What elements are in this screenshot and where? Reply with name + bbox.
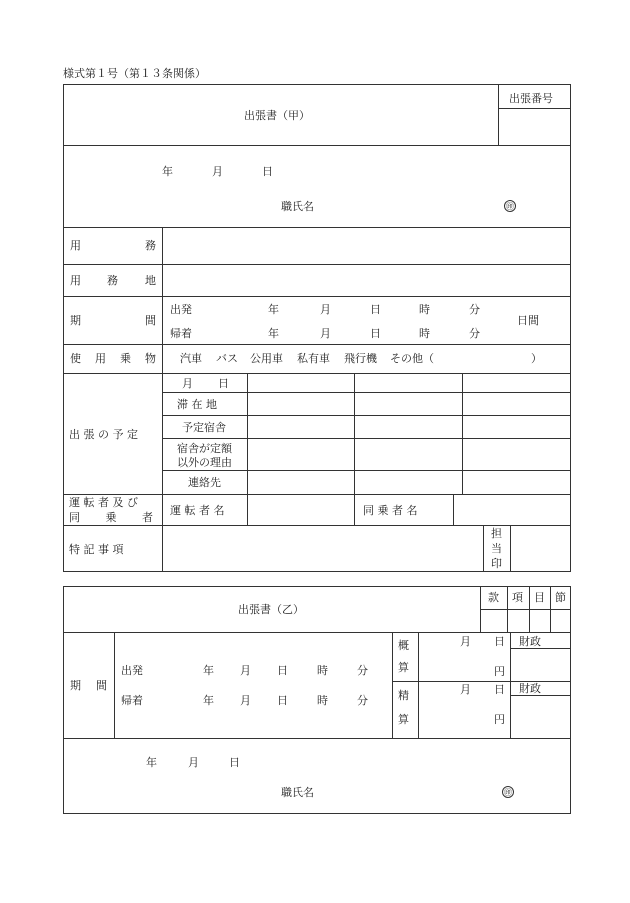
otsu-dep-month: 月: [240, 664, 251, 677]
settle-day: 日: [494, 683, 505, 696]
ko-ret-month: 月: [320, 327, 331, 340]
ko-date-day: 日: [262, 165, 273, 178]
otsu-depart-label: 出発: [121, 664, 143, 677]
estimate-char-2: 算: [398, 661, 409, 674]
remarks-label: 特 記 事 項: [69, 543, 124, 556]
estimate-day: 日: [494, 635, 505, 648]
ko-period-char-1: 期: [70, 314, 81, 327]
purpose-char-2: 務: [145, 239, 156, 252]
otsu-ret-day: 日: [277, 694, 288, 707]
ko-dep-month: 月: [320, 303, 331, 316]
estimate-month: 月: [460, 635, 471, 648]
schedule-stay-place: 滞 在 地: [177, 398, 217, 411]
place-char-2: 務: [107, 274, 118, 287]
vehicle-bus: バス: [216, 352, 238, 365]
vehicle-other-close: ）: [531, 352, 542, 365]
otsu-dep-hour: 時: [317, 664, 328, 677]
purpose-char-1: 用: [70, 239, 81, 252]
estimate-char-1: 概: [398, 639, 409, 652]
otsu-return-label: 帰着: [121, 694, 143, 707]
ko-number-label: 出張番号: [509, 92, 553, 105]
place-char-3: 地: [145, 274, 156, 287]
place-char-1: 用: [70, 274, 81, 287]
form-reference: 様式第１号（第１３条関係）: [63, 67, 206, 80]
ko-ret-minute: 分: [469, 327, 480, 340]
seal-char-3: 印: [491, 557, 502, 570]
ko-date-month: 月: [212, 165, 223, 178]
otsu-ret-minute: 分: [357, 694, 368, 707]
seal-char-1: 担: [491, 527, 502, 540]
otsu-date-year: 年: [146, 756, 157, 769]
vehicle-other: その他（: [390, 352, 434, 365]
schedule-reason-1: 宿舎が定額: [177, 442, 232, 455]
ko-title: 出張書（甲）: [244, 109, 310, 122]
vehicle-char-3: 乗: [120, 352, 131, 365]
schedule-lodging: 予定宿舎: [182, 421, 226, 434]
budget-setsu: 節: [555, 591, 566, 604]
vehicle-char-4: 物: [145, 352, 156, 365]
ko-ret-year: 年: [268, 327, 279, 340]
otsu-seal-icon: ㊞: [504, 788, 512, 797]
ko-ret-hour: 時: [419, 327, 430, 340]
ko-depart-label: 出発: [170, 303, 192, 316]
otsu-name-label: 職氏名: [281, 786, 314, 799]
ko-dep-minute: 分: [469, 303, 480, 316]
ko-name-label: 職氏名: [281, 200, 314, 213]
schedule-contact: 連絡先: [188, 476, 221, 489]
estimate-finance: 財政: [519, 635, 541, 648]
schedule-reason-2: 以外の理由: [177, 456, 232, 469]
budget-moku: 目: [534, 591, 545, 604]
ko-period-char-2: 間: [145, 314, 156, 327]
ko-dep-hour: 時: [419, 303, 430, 316]
budget-kou: 項: [512, 591, 523, 604]
otsu-title: 出張書（乙）: [238, 603, 304, 616]
vehicle-official-car: 公用車: [250, 352, 283, 365]
driver-label-1: 運 転 者 及 び: [69, 496, 138, 509]
otsu-ret-hour: 時: [317, 694, 328, 707]
settle-yen: 円: [494, 713, 505, 726]
budget-kan: 款: [488, 591, 499, 604]
settle-char-1: 精: [398, 689, 409, 702]
schedule-day: 日: [218, 377, 229, 390]
otsu-period-char-1: 期: [70, 679, 81, 692]
otsu-dep-minute: 分: [357, 664, 368, 677]
otsu-date-month: 月: [188, 756, 199, 769]
estimate-yen: 円: [494, 665, 505, 678]
otsu-ret-month: 月: [240, 694, 251, 707]
otsu-dep-year: 年: [203, 664, 214, 677]
vehicle-airplane: 飛行機: [344, 352, 377, 365]
passenger-name-label: 同 乗 者 名: [363, 504, 418, 517]
ko-date-year: 年: [162, 165, 173, 178]
vehicle-char-1: 使: [70, 352, 81, 365]
days-label: 日間: [517, 314, 539, 327]
settle-char-2: 算: [398, 713, 409, 726]
ko-return-label: 帰着: [170, 327, 192, 340]
vehicle-train: 汽車: [180, 352, 202, 365]
settle-finance: 財政: [519, 682, 541, 695]
seal-char-2: 当: [491, 542, 502, 555]
otsu-dep-day: 日: [277, 664, 288, 677]
ko-seal-icon: ㊞: [506, 202, 514, 211]
vehicle-private-car: 私有車: [297, 352, 330, 365]
schedule-month: 月: [182, 377, 193, 390]
otsu-period-char-2: 間: [96, 679, 107, 692]
driver-name-label: 運 転 者 名: [170, 504, 225, 517]
driver-label-2: 同 乗 者: [69, 511, 153, 524]
vehicle-char-2: 用: [95, 352, 106, 365]
ko-ret-day: 日: [370, 327, 381, 340]
settle-month: 月: [460, 683, 471, 696]
otsu-date-day: 日: [229, 756, 240, 769]
ko-dep-day: 日: [370, 303, 381, 316]
ko-frame: [63, 84, 571, 572]
ko-dep-year: 年: [268, 303, 279, 316]
otsu-ret-year: 年: [203, 694, 214, 707]
schedule-label: 出 張 の 予 定: [69, 428, 138, 441]
